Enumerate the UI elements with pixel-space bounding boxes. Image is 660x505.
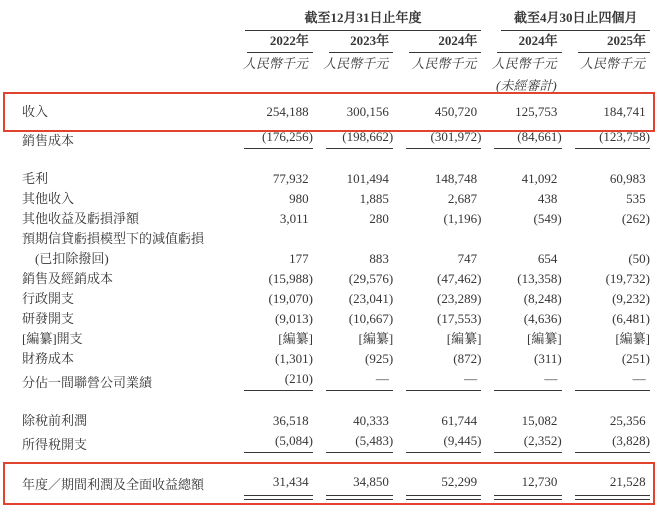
table-row: [8, 127, 650, 151]
row-label: 銷售及經銷成本: [22, 271, 114, 286]
value-cell: (1,301): [275, 351, 313, 366]
value-cell: (19,070): [268, 291, 313, 306]
table-row: [8, 369, 650, 393]
value-cell: (2,352): [481, 431, 561, 455]
value-cell: 61,744: [441, 413, 478, 428]
row-label: 財務成本: [22, 351, 75, 366]
table-row: [8, 329, 650, 349]
value-cell: (176,256): [231, 127, 313, 151]
value-cell: [編纂]: [358, 331, 394, 346]
value-cell: 25,356: [609, 413, 646, 428]
value-cell: (262): [621, 211, 650, 226]
row-label: 分佔一間聯營公司業績: [22, 375, 153, 390]
value-cell: [393, 229, 481, 249]
unaudited-row: [8, 75, 650, 97]
row-label: 所得稅開支: [22, 437, 88, 452]
value-cell: (15,988): [268, 271, 313, 286]
year-col-2023: 2023年: [313, 31, 393, 53]
row-label: 年度／期間利潤及全面收益總額: [22, 477, 205, 492]
value-cell: (301,972): [393, 127, 481, 151]
unit-row: [8, 53, 650, 75]
unaudited-note: (未經審計): [496, 78, 557, 93]
unit-label: 人民幣千元: [491, 56, 557, 71]
value-cell: 41,092: [521, 171, 558, 186]
value-cell: (251): [621, 351, 650, 366]
value-cell: (311): [533, 351, 562, 366]
value-cell: (1,196): [443, 211, 482, 226]
value-cell: [231, 229, 313, 249]
table-row: [8, 169, 650, 189]
value-cell: 36,518: [272, 413, 309, 428]
value-cell: (23,041): [348, 291, 394, 306]
value-cell: 31,434: [231, 467, 313, 500]
value-cell: (3,828): [562, 431, 650, 455]
value-cell: 125,753: [515, 104, 558, 119]
row-label: 收入: [22, 104, 49, 119]
value-cell: 254,188: [266, 104, 309, 119]
row-label: (已扣除撥回): [35, 251, 109, 266]
highlighted-row: [8, 97, 650, 127]
value-cell: 535: [626, 191, 646, 206]
value-cell: 300,156: [346, 104, 389, 119]
year-col-2025-interim: 2025年: [562, 31, 650, 53]
row-label: 行政開支: [22, 291, 75, 306]
unit-empty-cell: [8, 53, 231, 75]
value-cell: (4,636): [523, 311, 562, 326]
value-cell: [編纂]: [278, 331, 313, 346]
value-cell: (925): [365, 351, 394, 366]
value-cell: 40,333: [353, 413, 389, 428]
table-row: [8, 269, 650, 289]
highlighted-row: [8, 467, 650, 500]
period-group-interim-label: 截至4月30日止四個月: [501, 8, 650, 31]
row-label: 預期信貸虧損模型下的減值虧損: [22, 231, 205, 246]
value-cell: 654: [537, 251, 558, 266]
row-label: 毛利: [22, 171, 49, 186]
table-row: [8, 289, 650, 309]
unit-label: 人民幣千元: [323, 56, 389, 71]
value-cell: (9,445): [393, 431, 481, 455]
table-row: [8, 209, 650, 229]
value-cell: —: [393, 369, 481, 393]
unit-label: 人民幣千元: [579, 56, 645, 71]
value-cell: (84,661): [481, 127, 561, 151]
row-label: 除稅前利潤: [22, 413, 88, 428]
table-row: [8, 189, 650, 209]
table-body: [8, 97, 650, 500]
year-header-row: [8, 31, 650, 53]
value-cell: 77,932: [272, 171, 309, 186]
value-cell: (19,732): [605, 271, 650, 286]
value-cell: (23,289): [437, 291, 482, 306]
value-cell: 980: [289, 191, 309, 206]
spacer-row: [8, 393, 650, 411]
value-cell: (549): [533, 211, 562, 226]
period-group-annual-label: 截至12月31日止年度: [245, 8, 482, 31]
table-row: [8, 229, 650, 249]
table-row: [8, 411, 650, 431]
value-cell: 747: [457, 251, 478, 266]
value-cell: —: [562, 369, 650, 393]
value-cell: (5,483): [313, 431, 393, 455]
value-cell: (10,667): [348, 311, 394, 326]
value-cell: 280: [369, 211, 389, 226]
financial-table: [8, 8, 650, 500]
value-cell: (6,481): [612, 311, 650, 326]
value-cell: 12,730: [481, 467, 561, 500]
value-cell: (13,358): [517, 271, 562, 286]
value-cell: 184,741: [603, 104, 646, 119]
value-cell: —: [313, 369, 393, 393]
value-cell: 2,687: [447, 191, 478, 206]
value-cell: 34,850: [313, 467, 393, 500]
value-cell: (5,084): [231, 431, 313, 455]
value-cell: 101,494: [346, 171, 389, 186]
value-cell: (872): [453, 351, 482, 366]
value-cell: [313, 229, 393, 249]
header-empty-cell: [8, 8, 231, 31]
value-cell: (210): [231, 369, 313, 393]
value-cell: [編纂]: [615, 331, 650, 346]
row-label: [編纂]開支: [22, 331, 83, 346]
value-cell: 148,748: [434, 171, 478, 186]
table-row: [8, 309, 650, 329]
value-cell: (9,013): [275, 311, 313, 326]
spacer-row: [8, 151, 650, 169]
value-cell: 883: [369, 251, 389, 266]
value-cell: (8,248): [523, 291, 562, 306]
row-label: 其他收入: [22, 191, 75, 206]
period-group-interim: [481, 8, 650, 31]
value-cell: 438: [537, 191, 558, 206]
value-cell: (123,758): [562, 127, 650, 151]
table-row: [8, 349, 650, 369]
value-cell: (9,232): [612, 291, 650, 306]
value-cell: [481, 229, 561, 249]
value-cell: [562, 229, 650, 249]
value-cell: (17,553): [437, 311, 482, 326]
value-cell: (47,462): [437, 271, 482, 286]
table-row: [8, 431, 650, 455]
value-cell: —: [481, 369, 561, 393]
value-cell: 60,983: [609, 171, 646, 186]
year-col-2024: 2024年: [393, 31, 481, 53]
row-label: 研發開支: [22, 311, 75, 326]
value-cell: (198,662): [313, 127, 393, 151]
value-cell: 450,720: [434, 104, 478, 119]
value-cell: 177: [289, 251, 309, 266]
unit-label: 人民幣千元: [411, 56, 477, 71]
value-cell: [編纂]: [446, 331, 482, 346]
value-cell: (29,576): [348, 271, 394, 286]
unit-label: 人民幣千元: [242, 56, 308, 71]
value-cell: 3,011: [279, 211, 309, 226]
period-group-annual: [231, 8, 482, 31]
table-row: [8, 249, 650, 269]
value-cell: [編纂]: [527, 331, 562, 346]
row-label: 其他收益及虧損淨額: [22, 211, 140, 226]
header-empty-cell: [8, 31, 231, 53]
spacer-row: [8, 455, 650, 467]
value-cell: 15,082: [521, 413, 558, 428]
value-cell: 21,528: [562, 467, 650, 500]
period-group-row: [8, 8, 650, 31]
year-col-2022: 2022年: [231, 31, 313, 53]
year-col-2024-interim: 2024年: [481, 31, 561, 53]
value-cell: 52,299: [393, 467, 481, 500]
value-cell: 1,885: [359, 191, 389, 206]
row-label: 銷售成本: [22, 133, 75, 148]
table-header: [8, 8, 650, 97]
value-cell: (50): [628, 251, 650, 266]
